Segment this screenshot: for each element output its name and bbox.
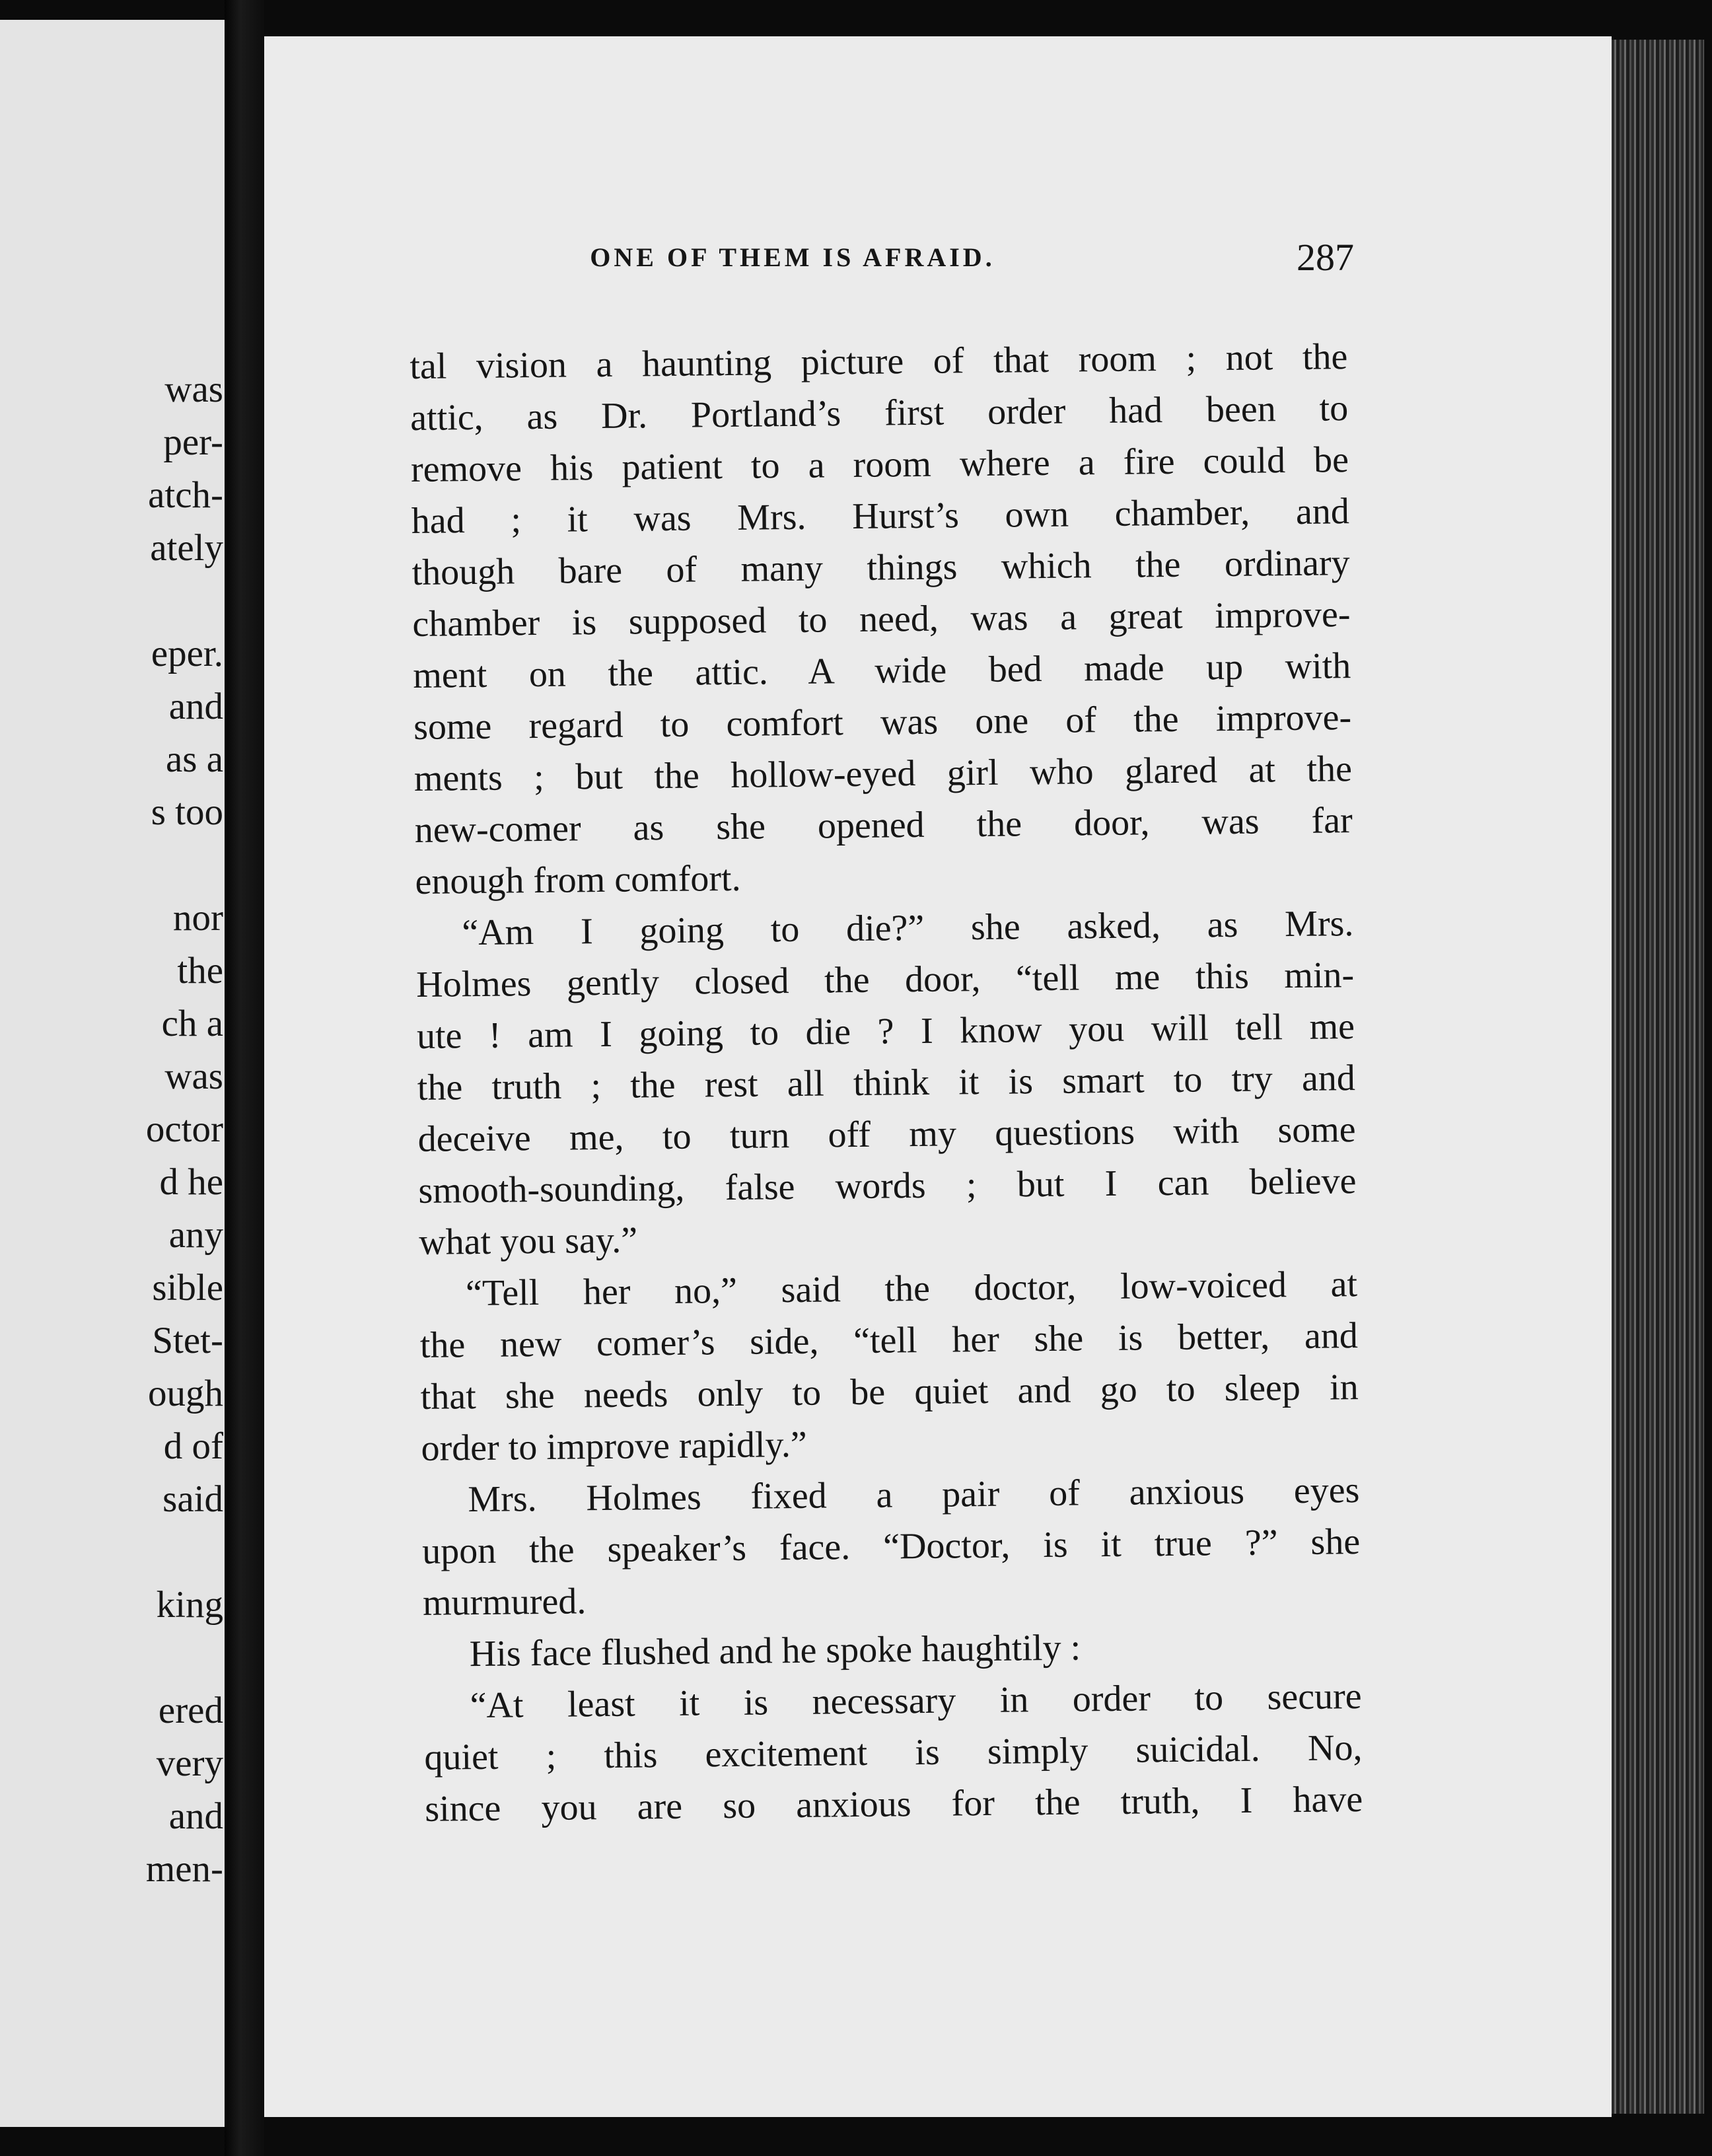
left-line: was	[164, 369, 223, 410]
text-line: the new comer’s side, “tell her she is better, and	[419, 1315, 1359, 1366]
text-line: enough from comfort.	[415, 857, 741, 902]
text-line: “Am I going to die?” she asked, as Mrs.	[462, 903, 1354, 954]
text-line: since you are so anxious for the truth, I have	[424, 1779, 1363, 1830]
text-line: remove his patient to a room where a fire could be	[410, 439, 1349, 490]
running-head	[390, 225, 1354, 291]
text-line: Mrs. Holmes fixed a pair of anxious eyes	[468, 1470, 1360, 1521]
left-line: sible	[152, 1267, 223, 1309]
left-line-gap	[146, 1632, 223, 1684]
text-line: “Tell her no,” said the doctor, low-voiced at	[465, 1264, 1358, 1314]
left-line: atch-	[148, 474, 223, 516]
text-line: Holmes gently closed the door, “tell me this min-	[415, 954, 1355, 1005]
left-line: ately	[150, 527, 223, 569]
left-line: and	[168, 1795, 223, 1837]
left-line: nor	[173, 897, 223, 939]
left-line: ough	[148, 1373, 223, 1414]
text-line: ment on the attic. A wide bed made up with	[412, 645, 1351, 696]
left-line: as a	[165, 738, 223, 780]
left-line: ch a	[161, 1003, 223, 1044]
left-line: ered	[158, 1690, 223, 1731]
left-line: king	[156, 1584, 223, 1626]
text-line: His face flushed and he spoke haughtily :	[469, 1627, 1081, 1675]
left-line: and	[168, 686, 223, 727]
book-gutter	[225, 0, 264, 2156]
page-number: 287	[1297, 236, 1354, 279]
text-line: deceive me, to turn off my questions with some	[417, 1109, 1356, 1160]
facing-page-left	[0, 20, 225, 2127]
text-line: ments ; but the hollow-eyed girl who glared at the	[413, 748, 1353, 799]
left-line: d of	[163, 1425, 223, 1467]
body-text	[410, 331, 1363, 1835]
text-line: attic, as Dr. Portland’s first order had been to	[410, 388, 1349, 439]
left-line-gap	[146, 575, 223, 628]
left-line: eper.	[151, 633, 223, 674]
left-line: s too	[151, 791, 223, 833]
text-line: quiet ; this excitement is simply suicidal. No,	[424, 1727, 1363, 1778]
text-line: the truth ; the rest all think it is smart to try and	[417, 1058, 1356, 1108]
running-title: ONE OF THEM IS AFRAID.	[590, 242, 995, 272]
text-line: ute ! am I going to die ? I know you will tell me	[416, 1006, 1355, 1057]
page-edges	[1612, 40, 1704, 2114]
text-line: that she needs only to be quiet and go to sleep in	[420, 1367, 1359, 1418]
text-line: some regard to comfort was one of the improve-	[413, 697, 1352, 748]
left-line: Stet-	[152, 1320, 223, 1361]
left-line: was	[164, 1056, 223, 1097]
left-line: men-	[145, 1848, 223, 1890]
left-line-gap	[146, 1526, 223, 1579]
text-line: murmured.	[422, 1581, 587, 1624]
text-line: upon the speaker’s face. “Doctor, is it true ?” she	[421, 1521, 1361, 1572]
left-line: very	[156, 1743, 223, 1784]
text-line: what you say.”	[418, 1219, 638, 1263]
text-line: smooth-sounding, false words ; but I can believe	[418, 1161, 1357, 1211]
text-line: though bare of many things which the ordinary	[411, 542, 1350, 593]
left-line: said	[162, 1478, 223, 1520]
left-line: d he	[159, 1161, 223, 1203]
left-line: octor	[145, 1108, 223, 1150]
left-line: any	[168, 1214, 223, 1256]
text-line: “At least it is necessary in order to secure	[470, 1676, 1362, 1727]
left-line-gap	[146, 839, 223, 892]
text-line: order to improve rapidly.”	[421, 1423, 808, 1469]
left-line: the	[177, 950, 223, 991]
left-line: per-	[163, 421, 223, 463]
text-line: chamber is supposed to need, was a great improve-	[412, 594, 1351, 645]
text-line: new-comer as she opened the door, was far	[414, 800, 1353, 851]
facing-page-text	[146, 363, 223, 1896]
text-line: had ; it was Mrs. Hurst’s own chamber, and	[411, 491, 1350, 542]
text-line: tal vision a haunting picture of that room ; not the	[410, 336, 1348, 387]
